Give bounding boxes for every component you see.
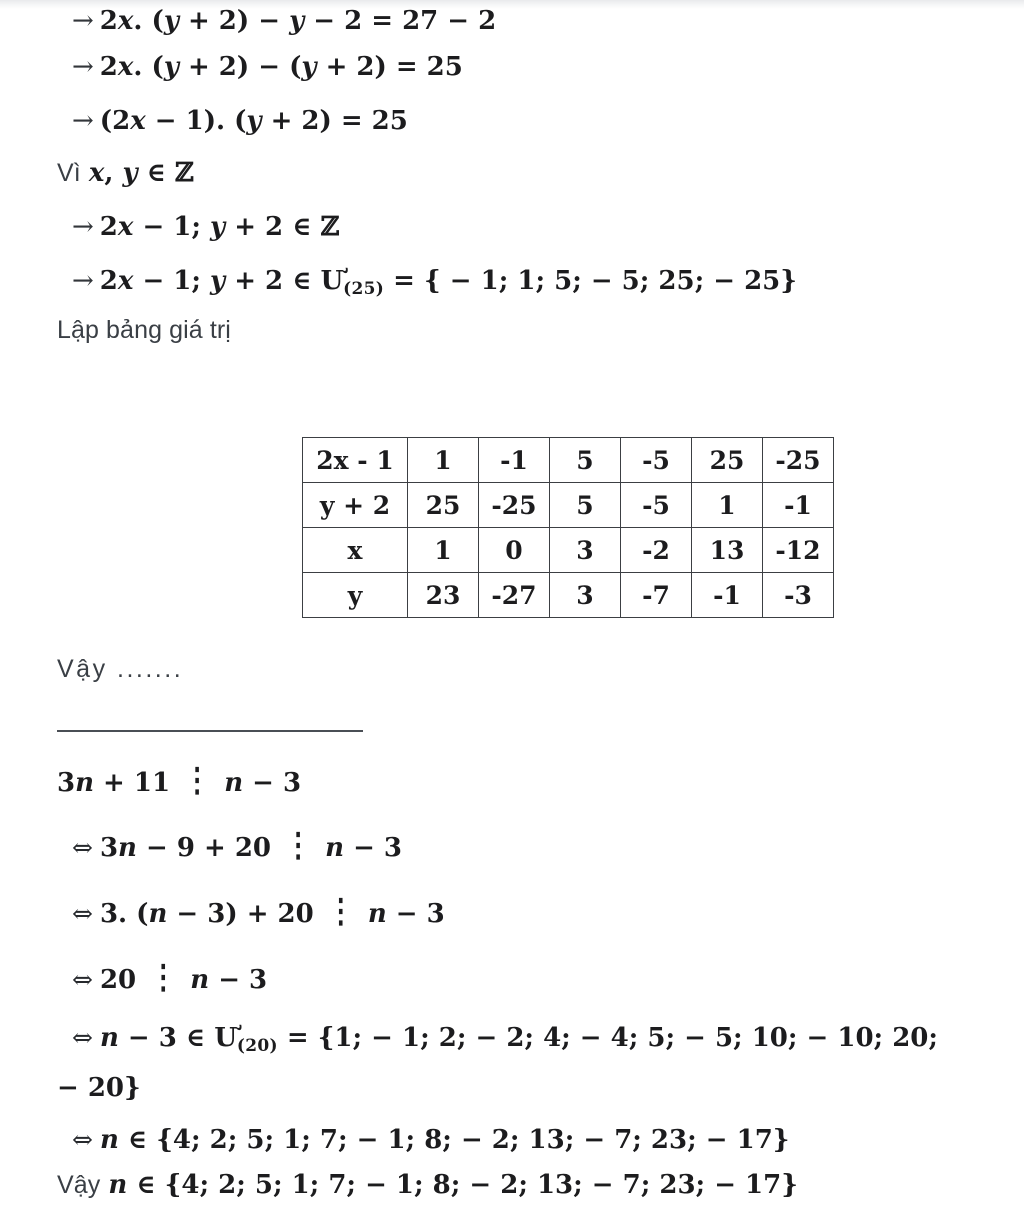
equation-step-1 <box>72 8 496 34</box>
table-cell: 23 <box>408 573 479 618</box>
because-expression: x, y ∈ ℤ <box>88 158 194 188</box>
because-line <box>57 160 194 186</box>
implies-arrow-icon: → <box>72 52 94 82</box>
iff-arrow-icon: ⇔ <box>72 965 93 994</box>
table-cell: 0 <box>479 528 550 573</box>
table-cell: 3 <box>550 573 621 618</box>
table-row-label: x <box>303 528 408 573</box>
table-cell: 1 <box>408 528 479 573</box>
table-cell: -1 <box>763 483 834 528</box>
equation-step-2 <box>72 54 463 80</box>
part-two-step-5-expr: n ∈ {4; 2; 5; 1; 7; − 1; 8; − 2; 13; − 7; 23; − 17} <box>99 1125 790 1155</box>
table-cell: -25 <box>763 438 834 483</box>
part-two-conclusion-expression: n ∈ {4; 2; 5; 1; 7; − 1; 8; − 2; 13; − 7; 23; − 17} <box>108 1170 798 1200</box>
part-two-step-5 <box>72 1127 790 1153</box>
section-divider <box>57 730 363 732</box>
table-cell: 1 <box>692 483 763 528</box>
part-two-step-1-expr: 3n − 9 + 20 ⋮ n − 3 <box>99 827 403 865</box>
equation-step-1-expr: 2x. (y + 2) − y − 2 = 27 − 2 <box>99 6 497 36</box>
equation-step-3-expr: (2x − 1). (y + 2) = 25 <box>99 106 408 136</box>
table-cell: -2 <box>621 528 692 573</box>
table-cell: -25 <box>479 483 550 528</box>
deduction-step-2 <box>72 268 797 298</box>
deduction-step-1 <box>72 214 339 240</box>
implies-arrow-icon: → <box>72 6 94 36</box>
table-row <box>303 483 834 528</box>
table-cell: -7 <box>621 573 692 618</box>
table-cell: -3 <box>763 573 834 618</box>
because-label: Vì <box>57 159 81 187</box>
implies-arrow-icon: → <box>72 266 94 296</box>
table-cell: -5 <box>621 483 692 528</box>
part-one-conclusion <box>57 657 183 682</box>
table-row <box>303 573 834 618</box>
table-cell: -1 <box>692 573 763 618</box>
table-row <box>303 528 834 573</box>
part-two-conclusion <box>57 1172 798 1198</box>
part-two-step-4 <box>72 1025 938 1055</box>
premise-line <box>57 762 302 800</box>
table-row <box>303 438 834 483</box>
implies-arrow-icon: → <box>72 212 94 242</box>
table-cell: 3 <box>550 528 621 573</box>
part-two-step-1 <box>72 827 403 865</box>
table-row-label: y <box>303 573 408 618</box>
part-two-conclusion-label: Vậy <box>57 1171 101 1199</box>
deduction-step-2-expr: 2x − 1; y + 2 ∈ $Ư_{(25)}$ = { − 1; 1; 5; − 5; 25; − 25} <box>99 266 797 300</box>
implies-arrow-icon: → <box>72 106 94 136</box>
table-cell: -1 <box>479 438 550 483</box>
table-cell: 25 <box>408 483 479 528</box>
value-table <box>302 437 834 618</box>
part-two-step-3-expr: 20 ⋮ n − 3 <box>99 959 268 997</box>
table-row-label: y + 2 <box>303 483 408 528</box>
iff-arrow-icon: ⇔ <box>72 833 93 862</box>
part-two-step-4-continuation <box>57 1075 141 1101</box>
table-cell: -5 <box>621 438 692 483</box>
table-cell: -12 <box>763 528 834 573</box>
table-cell: -27 <box>479 573 550 618</box>
table-intro-text: Lập bảng giá trị <box>57 316 231 344</box>
part-two-step-2 <box>72 893 445 931</box>
deduction-step-1-expr: 2x − 1; y + 2 ∈ ℤ <box>99 212 340 242</box>
value-table-body <box>303 438 834 618</box>
iff-arrow-icon: ⇔ <box>72 1023 93 1052</box>
equation-step-2-expr: 2x. (y + 2) − (y + 2) = 25 <box>99 52 463 82</box>
table-cell: 5 <box>550 438 621 483</box>
equation-step-3 <box>72 108 408 134</box>
part-two-step-4-continuation-expr: − 20} <box>57 1073 141 1103</box>
table-cell: 25 <box>692 438 763 483</box>
part-two-step-3 <box>72 959 268 997</box>
part-two-step-2-expr: 3. (n − 3) + 20 ⋮ n − 3 <box>99 893 445 931</box>
table-cell: 13 <box>692 528 763 573</box>
iff-arrow-icon: ⇔ <box>72 1125 93 1154</box>
iff-arrow-icon: ⇔ <box>72 899 93 928</box>
table-cell: 5 <box>550 483 621 528</box>
part-two-step-4-expr: n − 3 ∈ $Ư_{(20)} = \{1$; − 1; 2; − 2; 4; − 4; 5; − 5; 10; − 10; 20; <box>99 1023 938 1057</box>
part-one-conclusion-text: Vậy ....... <box>57 655 184 683</box>
table-cell: 1 <box>408 438 479 483</box>
table-row-label: 2x - 1 <box>303 438 408 483</box>
premise-expression: 3n + 11 ⋮ n − 3 <box>57 762 302 800</box>
